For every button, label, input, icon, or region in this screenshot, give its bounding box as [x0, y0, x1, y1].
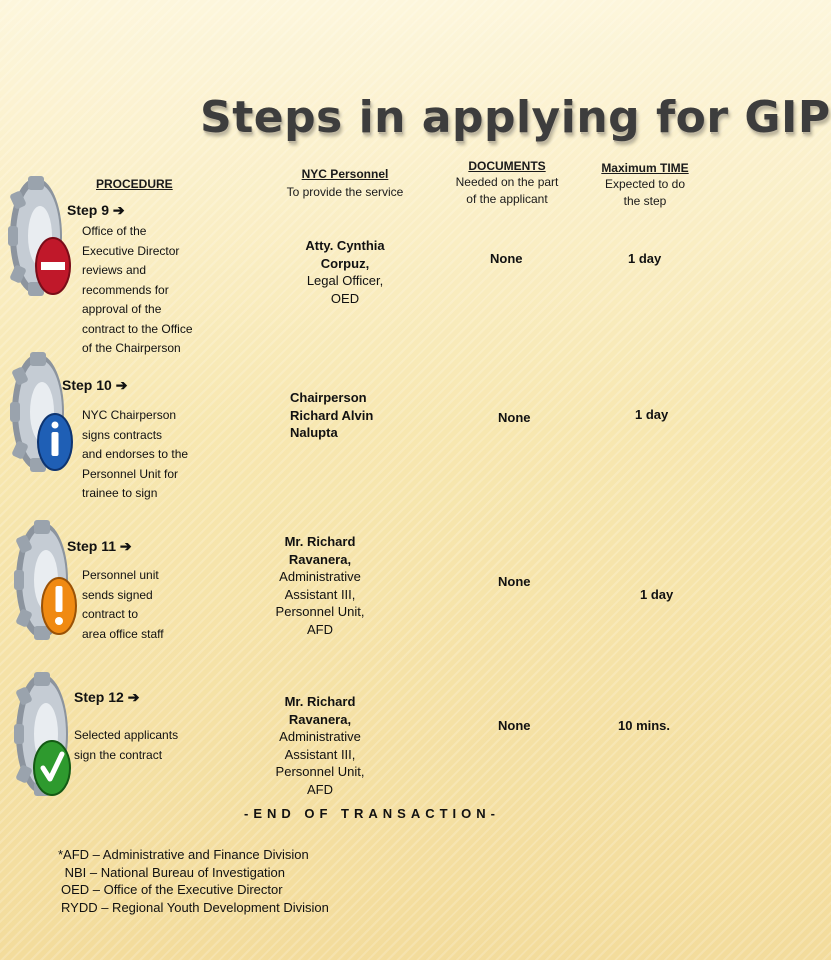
step-9-time: 1 day	[628, 251, 662, 266]
procedure-line: signs contracts	[82, 427, 163, 442]
gear-stop-icon	[8, 176, 72, 298]
step-11-procedure	[82, 566, 252, 644]
personnel-name-line: Corpuz,	[320, 255, 370, 271]
personnel-role-line: OED	[330, 290, 360, 306]
personnel-role-line: Assistant III,	[284, 746, 356, 762]
procedure-line: Personnel Unit for	[82, 466, 179, 481]
page-title: Steps in applying for GIP	[200, 92, 831, 143]
personnel-role-line: Administrative	[279, 569, 361, 584]
procedure-line: sends signed	[82, 587, 153, 602]
step-11-time: 1 day	[640, 587, 674, 602]
gear-info-icon	[10, 352, 74, 474]
step-10-documents: None	[498, 410, 531, 425]
personnel-role-line: AFD	[307, 781, 333, 797]
abbreviation-notes	[58, 846, 329, 916]
procedure-line: Selected applicants	[74, 728, 179, 742]
procedure-line: contract to the Office	[82, 321, 193, 336]
procedure-line: approval of the	[82, 302, 162, 316]
documents-subheader-1: Needed on the part	[455, 175, 559, 189]
procedure-line: reviews and	[82, 263, 147, 277]
step-10-label: Step 10 ➔	[62, 377, 128, 393]
time-header-block	[590, 161, 700, 210]
personnel-name-line: Ravanera,	[288, 711, 352, 727]
procedure-line: Personnel unit	[82, 568, 159, 582]
procedure-header: PROCEDURE	[96, 177, 173, 191]
procedure-line: Office of the	[82, 224, 147, 238]
procedure-line: NYC Chairperson	[82, 408, 177, 422]
step-12-procedure	[74, 726, 244, 765]
step-11-documents: None	[498, 574, 531, 589]
time-header: Maximum TIME	[601, 161, 689, 175]
step-9-documents: None	[490, 251, 523, 266]
procedure-line: sign the contract	[74, 747, 163, 762]
personnel-role-line: Legal Officer,	[306, 273, 384, 288]
gear-check-icon	[14, 672, 78, 798]
step-9-label: Step 9 ➔	[67, 202, 125, 218]
personnel-role-line: Personnel Unit,	[275, 764, 365, 779]
personnel-role-line: Assistant III,	[284, 586, 356, 602]
personnel-name-line: Mr. Richard	[284, 534, 356, 549]
personnel-name-line: Chairperson	[290, 390, 367, 405]
note-line: *AFD – Administrative and Finance Division	[58, 847, 309, 862]
procedure-line: of the Chairperson	[82, 341, 181, 355]
step-12-time: 10 mins.	[618, 718, 671, 733]
procedure-line: and endorses to the	[82, 447, 189, 461]
end-of-transaction: -END OF TRANSACTION-	[244, 806, 500, 821]
time-subheader-2: the step	[623, 194, 667, 208]
step-10-personnel	[290, 389, 440, 442]
personnel-name-line: Richard Alvin	[290, 407, 374, 423]
note-line: RYDD – Regional Youth Development Division	[61, 899, 329, 915]
personnel-subheader: To provide the service	[286, 185, 404, 199]
step-9-procedure	[82, 222, 252, 359]
documents-header-block	[447, 159, 567, 208]
documents-subheader-2: of the applicant	[466, 192, 548, 206]
personnel-name-line: Mr. Richard	[284, 694, 356, 709]
procedure-line: Executive Director	[82, 243, 180, 258]
step-11-personnel	[245, 533, 395, 638]
step-11-label: Step 11 ➔	[67, 538, 132, 554]
personnel-name-line: Atty. Cynthia	[305, 238, 385, 253]
procedure-line: contract to	[82, 607, 139, 621]
personnel-header: NYC Personnel	[301, 167, 389, 181]
personnel-role-line: Personnel Unit,	[275, 604, 365, 619]
step-10-procedure	[82, 406, 252, 504]
procedure-line: trainee to sign	[82, 486, 158, 500]
procedure-line: recommends for	[82, 282, 169, 297]
note-line: NBI – National Bureau of Investigation	[61, 864, 286, 880]
procedure-line: area office staff	[82, 626, 164, 641]
personnel-header-block	[270, 167, 420, 201]
personnel-name-line: Ravanera,	[288, 551, 352, 567]
personnel-role-line: Administrative	[279, 729, 361, 744]
time-subheader-1: Expected to do	[604, 177, 686, 191]
step-12-label: Step 12 ➔	[74, 689, 140, 705]
documents-header: DOCUMENTS	[468, 159, 546, 173]
step-12-documents: None	[498, 718, 531, 733]
step-10-time: 1 day	[635, 407, 669, 422]
personnel-role-line: AFD	[307, 621, 333, 637]
personnel-name-line: Nalupta	[290, 425, 338, 440]
step-9-personnel	[270, 237, 420, 307]
step-12-personnel	[245, 693, 395, 798]
note-line: OED – Office of the Executive Director	[61, 882, 283, 897]
